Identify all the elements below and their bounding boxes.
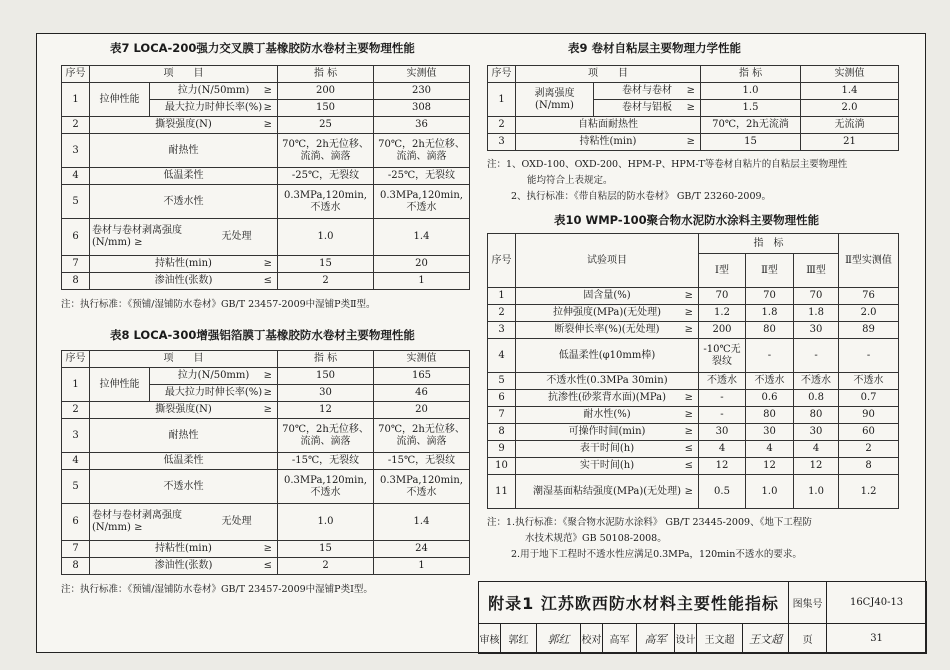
atlas-label: 图集号 <box>789 582 827 624</box>
table-row: 5 不透水性 0.3MPa,120min,不透水 0.3MPa,120min,不透水 <box>62 185 470 219</box>
cell-no: 5 <box>488 373 516 390</box>
cell-no: 10 <box>488 458 516 475</box>
cell-v3: 4 <box>794 441 839 458</box>
table-row: 2 撕裂强度(N) ≥ 25 36 <box>62 117 470 134</box>
cell-no: 8 <box>488 424 516 441</box>
cell-no: 7 <box>488 407 516 424</box>
cell-no: 2 <box>488 305 516 322</box>
table-row: 7 持粘性(min) ≥ 15 20 <box>62 256 470 273</box>
table7-note: 注：执行标准：《预铺/湿铺防水卷材》GB/T 23457-2009中湿铺P类Ⅱ型。 <box>61 299 376 310</box>
cell-m: 不透水 <box>839 373 899 390</box>
review-name: 郭红 <box>501 624 537 654</box>
cell-m: 2 <box>839 441 899 458</box>
cell-v1: 不透水 <box>699 373 746 390</box>
cell-v3: 30 <box>794 322 839 339</box>
table-row <box>488 390 899 407</box>
table-header-row: 序号 试验项目 指 标 Ⅱ型实测值 <box>488 234 899 254</box>
cell-v3: - <box>794 339 839 373</box>
table9-note-2: 2、执行标准：《带自粘层的防水卷材》 GB/T 23260-2009。 <box>511 191 772 202</box>
table9-note-1b: 能均符合上表规定。 <box>527 175 613 186</box>
table-row: 3 耐热性 70℃，2h无位移、流淌、滴落 70℃，2h无位移、流淌、滴落 <box>62 134 470 168</box>
cell-v2: 80 <box>746 322 794 339</box>
cell-v3: 1.0 <box>794 475 839 509</box>
table-row: 3 持粘性(min) ≥ 15 21 <box>488 134 899 151</box>
header-no: 序号 <box>62 66 90 83</box>
cell-m: 60 <box>839 424 899 441</box>
table-row: 2 自粘面耐热性 70℃，2h无流淌 无流淌 <box>488 117 899 134</box>
cell-m: 90 <box>839 407 899 424</box>
table-row <box>488 322 899 339</box>
cell-label: 不透水性(0.3MPa 30min) <box>516 373 699 390</box>
table-row: 6 卷材与卷材剥离强度(N/mm) ≥ 无处理 1.0 1.4 <box>62 504 470 541</box>
table-header-row: Ⅰ型 Ⅱ型 Ⅲ型 <box>488 254 899 288</box>
table-row: 6 卷材与卷材剥离强度(N/mm) ≥ 无处理 1.0 1.4 <box>62 219 470 256</box>
cell-v1: 70 <box>699 288 746 305</box>
table-header-row: 序号 项 目 指 标 实测值 <box>488 66 899 83</box>
check-signature: 高军 <box>637 624 675 654</box>
cell-label: 固含量(%) ≥ <box>516 288 699 305</box>
cell-v3: 30 <box>794 424 839 441</box>
page-label: 页 <box>789 624 827 654</box>
cell-v2: 30 <box>746 424 794 441</box>
table-row: 卷材与铝板 ≥ 1.5 2.0 <box>488 100 899 117</box>
cell-label: 拉伸强度(MPa)(无处理) ≥ <box>516 305 699 322</box>
cell-v2: 70 <box>746 288 794 305</box>
table8-title: 表8 LOCA-300增强铝箔膜丁基橡胶防水卷材主要物理性能 <box>110 328 415 342</box>
cell-m: - <box>839 339 899 373</box>
table10-note-1: 注：1.执行标准：《聚合物水泥防水涂料》 GB/T 23445-2009、《地下工程防 <box>487 517 812 528</box>
cell-label: 抗渗性(砂浆背水面)(MPa) ≥ <box>516 390 699 407</box>
cell-no: 1 <box>488 288 516 305</box>
cell-v1: 1.2 <box>699 305 746 322</box>
table-row <box>488 441 899 458</box>
cell-v1: - <box>699 390 746 407</box>
table10 <box>487 233 899 509</box>
table-row: 最大拉力时伸长率(%) ≥ 150 308 <box>62 100 470 117</box>
table-row <box>488 424 899 441</box>
table-row: 7 持粘性(min) ≥ 15 24 <box>62 541 470 558</box>
cell-label: 潮湿基面粘结强度(MPa)(无处理) ≥ <box>516 475 699 509</box>
cell-v1: -10℃无裂纹 <box>699 339 746 373</box>
table7 <box>61 65 470 290</box>
cell-v2: 0.6 <box>746 390 794 407</box>
check-label: 校对 <box>581 624 603 654</box>
table-header-row: 序号 项 目 指 标 实测值 <box>62 351 470 368</box>
title-block <box>478 581 927 654</box>
cell-v2: 不透水 <box>746 373 794 390</box>
cell-v1: 200 <box>699 322 746 339</box>
table-row: 1 拉伸性能 拉力(N/50mm) ≥ 200 230 <box>62 83 470 100</box>
cell-v1: - <box>699 407 746 424</box>
table-row <box>488 407 899 424</box>
table-row: 8 渗油性(张数) ≤ 2 1 <box>62 273 470 290</box>
table7-title: 表7 LOCA-200强力交叉膜丁基橡胶防水卷材主要物理性能 <box>110 41 415 55</box>
cell-m: 0.7 <box>839 390 899 407</box>
design-name: 王文超 <box>697 624 743 654</box>
check-name: 高军 <box>603 624 637 654</box>
table9-note-1: 注：1、OXD-100、OXD-200、HPM-P、HPM-T等卷材自粘片的自粘层主要物理性 <box>487 159 848 170</box>
cell-v3: 不透水 <box>794 373 839 390</box>
table-row <box>488 475 899 509</box>
cell-label: 可操作时间(min) ≥ <box>516 424 699 441</box>
table8 <box>61 350 470 575</box>
table-row: 4 低温柔性 -15℃，无裂纹 -15℃，无裂纹 <box>62 453 470 470</box>
cell-v3: 12 <box>794 458 839 475</box>
cell-v3: 0.8 <box>794 390 839 407</box>
cell-m: 89 <box>839 322 899 339</box>
cell-v1: 4 <box>699 441 746 458</box>
page-number: 31 <box>827 624 927 654</box>
design-label: 设计 <box>675 624 697 654</box>
cell-m: 76 <box>839 288 899 305</box>
cell-v3: 70 <box>794 288 839 305</box>
table-row: 2 撕裂强度(N) ≥ 12 20 <box>62 402 470 419</box>
table-row: 8 渗油性(张数) ≤ 2 1 <box>62 558 470 575</box>
cell-v2: - <box>746 339 794 373</box>
table-row <box>488 339 899 373</box>
table-row <box>488 305 899 322</box>
cell-v2: 80 <box>746 407 794 424</box>
table9 <box>487 65 899 151</box>
table10-note-1b: 水技术规范》GB 50108-2008。 <box>525 533 667 544</box>
review-label: 审核 <box>479 624 501 654</box>
cell-m: 1.2 <box>839 475 899 509</box>
cell-no: 3 <box>488 322 516 339</box>
table8-note: 注：执行标准：《预铺/湿铺防水卷材》GB/T 23457-2009中湿铺P类Ⅰ型。 <box>61 584 373 595</box>
header-item: 项 目 <box>90 66 278 83</box>
cell-v2: 1.0 <box>746 475 794 509</box>
review-signature: 郭红 <box>537 624 581 654</box>
table-row: 1 拉伸性能 拉力(N/50mm) ≥ 150 165 <box>62 368 470 385</box>
cell-label: 实干时间(h) ≤ <box>516 458 699 475</box>
table-row <box>488 373 899 390</box>
atlas-number: 16CJ40-13 <box>827 582 927 624</box>
table-row: 4 低温柔性 -25℃，无裂纹 -25℃，无裂纹 <box>62 168 470 185</box>
cell-label: 断裂伸长率(%)(无处理) ≥ <box>516 322 699 339</box>
cell-m: 2.0 <box>839 305 899 322</box>
cell-label: 低温柔性(φ10mm棒) <box>516 339 699 373</box>
cell-v1: 0.5 <box>699 475 746 509</box>
table10-title: 表10 WMP-100聚合物水泥防水涂料主要物理性能 <box>554 213 820 227</box>
table-row <box>488 458 899 475</box>
table9-title: 表9 卷材自粘层主要物理力学性能 <box>568 41 742 55</box>
table-row: 5 不透水性 0.3MPa,120min,不透水 0.3MPa,120min,不透水 <box>62 470 470 504</box>
header-spec: 指 标 <box>278 66 374 83</box>
header-measured: 实测值 <box>374 66 470 83</box>
table-row: 1 剥离强度(N/mm) 卷材与卷材 ≥ 1.0 1.4 <box>488 83 899 100</box>
cell-label: 表干时间(h) ≤ <box>516 441 699 458</box>
table10-note-2: 2.用于地下工程时不透水性应满足0.3MPa，120min不透水的要求。 <box>511 549 802 560</box>
cell-no: 11 <box>488 475 516 509</box>
cell-m: 8 <box>839 458 899 475</box>
table-header-row <box>62 66 470 83</box>
cell-no: 6 <box>488 390 516 407</box>
design-signature: 王文超 <box>743 624 789 654</box>
cell-v3: 1.8 <box>794 305 839 322</box>
cell-v1: 30 <box>699 424 746 441</box>
cell-v2: 1.8 <box>746 305 794 322</box>
table-row <box>488 288 899 305</box>
cell-label: 耐水性(%) ≥ <box>516 407 699 424</box>
page-title: 附录1 江苏欧西防水材料主要性能指标 <box>479 582 789 624</box>
cell-v3: 80 <box>794 407 839 424</box>
table-row: 3 耐热性 70℃，2h无位移、流淌、滴落 70℃，2h无位移、流淌、滴落 <box>62 419 470 453</box>
table-row: 最大拉力时伸长率(%) ≥ 30 46 <box>62 385 470 402</box>
cell-no: 4 <box>488 339 516 373</box>
cell-v1: 12 <box>699 458 746 475</box>
cell-v2: 4 <box>746 441 794 458</box>
cell-v2: 12 <box>746 458 794 475</box>
cell-no: 9 <box>488 441 516 458</box>
